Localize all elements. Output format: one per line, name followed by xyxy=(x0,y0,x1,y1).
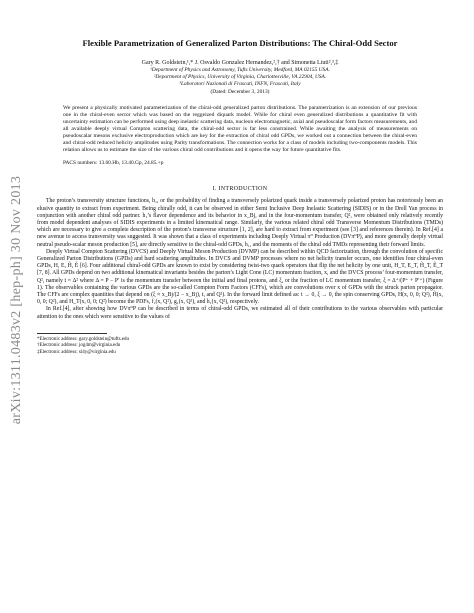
footnote-email: †Electronic address: jog4m@virginia.edu xyxy=(37,343,121,349)
pacs-numbers: PACS numbers: 13.60.Hb, 13.40.Gp, 24.85.+p xyxy=(63,160,164,167)
paper-title: Flexible Parametrization of Generalized Parton Distributions: The Chiral-Odd Sector xyxy=(82,38,398,48)
author-list: Gary R. Goldstein,¹,* J. Osvaldo Gonzalez Hernandez,²,† and Simonetta Liuti²,³,‡ xyxy=(141,60,339,66)
paper-content xyxy=(37,38,443,356)
section-heading-introduction: I. INTRODUCTION xyxy=(212,186,268,193)
arxiv-identifier-stamp xyxy=(2,140,32,460)
footnote-email: ‡Electronic address: sl4y@virginia.edu xyxy=(37,349,116,355)
affiliation-1: ¹Department of Physics and Astronomy, Tufts University, Medford, MA 02155 USA. xyxy=(150,67,330,73)
footnote-divider xyxy=(37,333,107,334)
abstract: We present a physically motivated parameterization of the chiral-odd generalized parton distributions. The parametrization is an extension of our previous one in the chiral-even sector which was based on the reggeized diquark model. While for chiral even generalized distributions a quantitative fit with uncertainty estimation can be performed using deep inelastic scattering data, nucleon electromagnetic, axial and pseudoscalar form factors measurements, and all available deeply virtual Compton scattering data, the chiral-odd sector is far less constrained. While awaiting the analysis of measurements on pseudoscalar mesons exclusive electroproduction which are key for the extraction of chiral odd GPDs, we worked out a connection between the chiral-even and chiral-odd reduced helicity amplitudes using Parity transformations. The connection works for a class of models including two-components models. This relation allows us to estimate the size of the various chiral odd contributions and it opens the way for future quantitative fits. xyxy=(63,105,417,154)
paragraph: The proton’s transversity structure functions, h₁, or the probability of finding a transversely polarized quark inside a transversely polarized proton has notoriously been an elusive quantity to extract from experiment. Being chirally odd, it can be observed in either Semi Inclusive Deep Inelastic Scattering (SIDIS) or in the Drell Yan process in conjunction with another chiral odd partner. h₁’s flavor dependence and its behavior in x_Bj, and in the four-momentum transfer, Q², were obtained only relatively recently from model dependent analyses of SIDIS experiments in a limited kinematical range. Similarly, the various related chiral odd Transverse Momentum Distributions (TMDs) which are necessary to give a complete description of the proton’s transverse structure [1, 2], are hard to extract from experiment (see [3] and references therein). In Ref.[4] a new avenue to access transversity was suggested. It was shown that a class of experiments including Deeply Virtual π⁰ Production (DVπ⁰P), and more generally deeply virtual neutral pseudo-scalar meson production [5], are directly sensitive to the chiral-odd GPDs, h₁, and the moments of the chiral odd TMDs representing their forward limits. xyxy=(37,198,443,248)
affiliation-3: ³Laboratori Nazionali di Frascati, INFN, Frascati, Italy xyxy=(179,81,301,87)
footnotes xyxy=(37,337,443,356)
paragraph: Deeply Virtual Compton Scattering (DVCS) and Deeply Virtual Meson Production (DVMP) can be described within QCD factorization, through the convolution of specific Generalized Parton Distributions (GPDs) and hard scattering amplitudes. In DVCS and DVMP processes where no net helicity transfer occurs, one identifies four chiral-even GPDs, H, E, H̃, Ẽ [6]. Four additional chiral-odd GPDs are known to exist by considering twist-two quark operators that flip the net helicity by one unit, H_T, E_T, H̃_T, Ẽ_T [7, 8]. All GPDs depend on two additional kinematical invariants besides the parton’s Light Cone (LC) momentum fraction, x, and the DVCS process’ four-momentum transfer, Q², namely t = Δ² where Δ = P − P′ is the momentum transfer between the initial and final protons, and ξ, or the fraction of LC momentum transfer, ξ = Δ⁺/(P⁺ + P′⁺) (Figure 1). The observables containing the various GPDs are the so-called Compton Form Factors (CFFs), which are convolutions over x of GPDs with the struck parton propagator. The CFFs are complex quantities that depend on (ξ ≈ x_Bj/(2 − x_Bj), t, and Q²). In the forward limit defined as: t → 0, ξ → 0, the spin conserving GPDs, H(x, 0, 0; Q²), H̃(x, 0, 0; Q²), and H_T(x, 0, 0; Q²) become the PDFs, f₁(x, Q²), g₁(x, Q²), and h₁(x, Q²), respectively. xyxy=(37,248,443,306)
paragraph: In Ref.[4], after showing how DVπ⁰P can be described in terms of chiral-odd GPDs, we estimated all of their contributions to the various observables with particular attention to the ones which were sensitive to the values of xyxy=(37,306,443,320)
dated-line: (Dated: December 3, 2013) xyxy=(210,89,270,95)
arxiv-identifier: arXiv:1311.0483v2 [hep-ph] 30 Nov 2013 xyxy=(9,175,24,425)
introduction-body xyxy=(37,198,443,320)
affiliation-2: ²Department of Physics, University of Virginia, Charlottesville, VA 22904, USA. xyxy=(153,74,327,80)
footnote-email: *Electronic address: gary.goldstein@tufts.edu xyxy=(37,336,130,342)
